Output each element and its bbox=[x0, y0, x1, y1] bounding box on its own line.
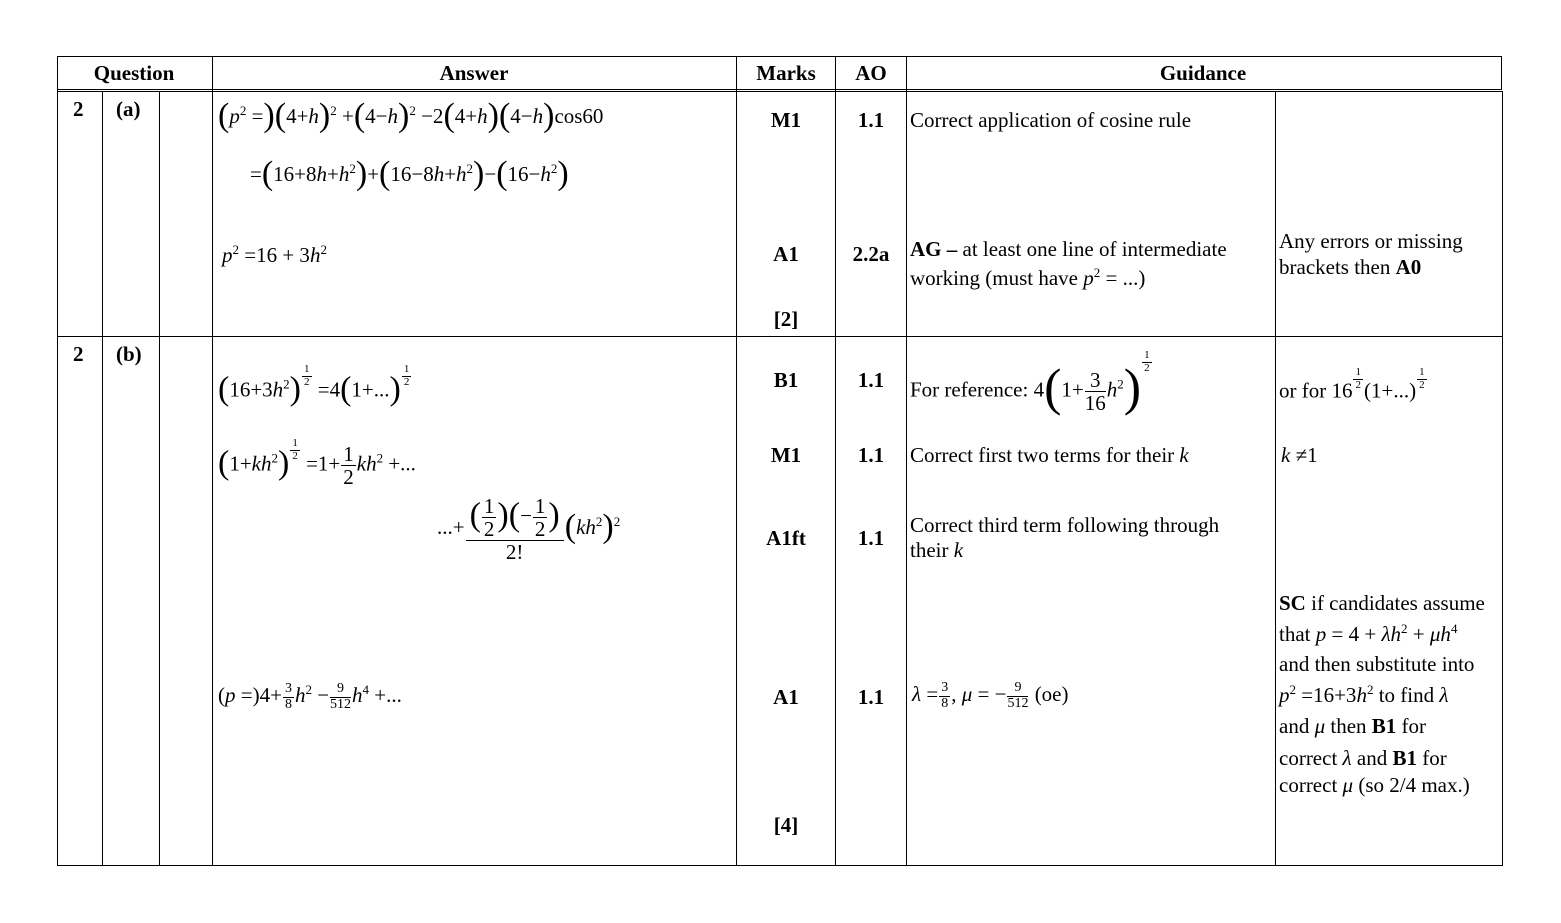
note-text: or for 16 $\frac{1}{2}$ (1+...) $\frac{1}{2}$ bbox=[1279, 366, 1425, 403]
mark-a1: A1 bbox=[773, 242, 799, 266]
note-text: that $p = 4 + \lambda h^2 + \mu h^4$ bbox=[1279, 621, 1458, 646]
header-guidance: Guidance bbox=[1159, 61, 1247, 85]
answer-line-expansion: $=(16+8h+h^2)+(16-8h+h^2)-(16-h^2)$ bbox=[250, 155, 569, 192]
note-text: and then substitute into bbox=[1279, 652, 1475, 676]
ao-value: 1.1 bbox=[857, 526, 885, 550]
answer-line-final: (p =)4+ $\frac{3}{8}$ $h^2$ − $\frac{9}{512}$ $h^4$ +... bbox=[218, 681, 402, 712]
note-text: correct λ and B1 for bbox=[1279, 746, 1447, 770]
note-text: SC if candidates assume bbox=[1279, 591, 1485, 615]
mark-a1ft: A1ft bbox=[766, 526, 806, 550]
header-question: Question bbox=[93, 61, 175, 85]
note-text: k ≠1 bbox=[1281, 443, 1318, 467]
total-marks: [4] bbox=[773, 813, 799, 837]
question-part: (a) bbox=[116, 97, 141, 121]
guidance-text: their k bbox=[910, 538, 964, 562]
guidance-text: Correct first two terms for their k bbox=[910, 443, 1189, 467]
note-text: brackets then A0 bbox=[1279, 255, 1422, 279]
guidance-text: Correct application of cosine rule bbox=[910, 108, 1192, 132]
question-part: (b) bbox=[116, 342, 142, 366]
guidance-text: Correct third term following through bbox=[910, 513, 1220, 537]
ao-value: 1.1 bbox=[857, 685, 885, 709]
mark-b1: B1 bbox=[773, 368, 799, 392]
answer-line-factor: $(16+3h^2)$ $\frac{1}{2}$ =4(1+...) $\frac{1}{2}$ bbox=[218, 363, 410, 408]
question-number: 2 bbox=[73, 342, 84, 366]
guidance-text: AG – at least one line of intermediate bbox=[910, 237, 1227, 261]
header-marks: Marks bbox=[756, 61, 816, 85]
ao-value: 1.1 bbox=[857, 443, 885, 467]
guidance-text: working (must have $p^2$ = ...) bbox=[910, 265, 1146, 290]
note-text: and μ then B1 for bbox=[1279, 714, 1427, 738]
answer-line-third-term: ...+ ( $\frac{1}{2}$ )(− $\frac{1}{2}$ ) 2! $(kh^2)^2$ bbox=[437, 494, 621, 565]
guidance-text: For reference: 4(1+ $\frac{3}{16}$ $h^2$) $\frac{1}{2}$ bbox=[910, 349, 1150, 417]
note-text: $p^2 =16+3h^2$ to find λ bbox=[1279, 682, 1449, 707]
total-marks: [2] bbox=[773, 307, 799, 331]
mark-a1: A1 bbox=[773, 685, 799, 709]
note-text: correct μ (so 2/4 max.) bbox=[1279, 773, 1470, 797]
header-answer: Answer bbox=[439, 61, 509, 85]
answer-line-result: $p^2 =16 + 3h^2$ bbox=[222, 242, 327, 267]
ao-value: 2.2a bbox=[852, 242, 890, 266]
guidance-lambda-mu: λ = $\frac{3}{8}$ , μ = − $\frac{9}{512}$ (oe) bbox=[912, 680, 1069, 711]
ao-value: 1.1 bbox=[857, 108, 885, 132]
answer-line-cosine-rule: $(p^2 =)(4+h)^2 +(4-h)^2 -2(4+h)(4-h)\cos 60$ bbox=[218, 97, 604, 134]
note-text: Any errors or missing bbox=[1279, 229, 1463, 253]
question-number: 2 bbox=[73, 97, 84, 121]
mark-m1: M1 bbox=[770, 443, 802, 467]
mark-m1: M1 bbox=[770, 108, 802, 132]
answer-line-binomial: $(1+kh^2)$ $\frac{1}{2}$ =1+ $\frac{1}{2}$ $kh^2$ +... bbox=[218, 437, 416, 490]
ao-value: 1.1 bbox=[857, 368, 885, 392]
header-ao: AO bbox=[855, 61, 887, 85]
